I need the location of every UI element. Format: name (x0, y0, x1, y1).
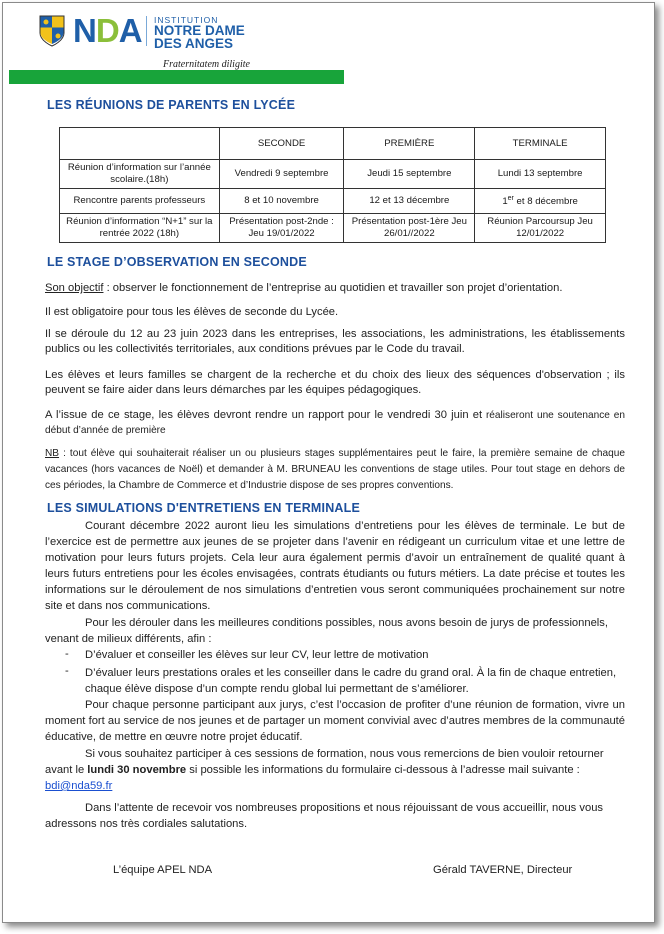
institution-name (154, 24, 274, 50)
stage-paragraph: Il est obligatoire pour tous les élèves de seconde du Lycée. (45, 306, 339, 318)
report-text: A l’issue de ce stage, les élèves devront rendre un rapport pour le vendredi 30 juin et (45, 409, 483, 421)
contact-text: si possible les informations du formulaire ci-dessous à l’adresse mail suivante : (186, 764, 580, 776)
row-label: Réunion d’information sur l’année scolaire.(18h) (60, 160, 220, 189)
logo-letter-n: N (73, 12, 96, 49)
nb-label: NB (45, 448, 60, 459)
cell-seconde: Présentation post-2nde : Jeu 19/01/2022 (219, 214, 344, 243)
cell-terminale-num: 1 (502, 196, 508, 208)
header-green-bar (9, 70, 344, 84)
table-header-premiere: PREMIÈRE (344, 128, 475, 160)
institution-name-line2: DES ANGES (154, 36, 234, 51)
simulations-contact (45, 746, 625, 794)
cell-seconde: Vendredi 9 septembre (219, 160, 344, 189)
stage-objective (45, 281, 625, 296)
bullet-dash: - (65, 648, 69, 660)
cell-premiere: Jeudi 15 septembre (344, 160, 475, 189)
table-row (60, 189, 606, 214)
motto: Fraternitatem diligite (163, 59, 250, 70)
simulations-paragraph: Pour chaque personne participant aux jurys, c’est l’occasion de profiter d’une réunion de formation, vivre un moment fort au service de nos jeunes et de partager un moment convivial avec d’autres membres de la communauté éducative, de mettre en œuvre notre projet éducatif. (45, 699, 625, 743)
deadline: lundi 30 novembre (87, 764, 187, 776)
bullet-item: D’évaluer et conseiller les élèves sur leur CV, leur lettre de motivation (85, 649, 429, 661)
logo-letter-d: D (95, 12, 119, 49)
institution-name-line1: NOTRE DAME (154, 23, 245, 38)
cell-seconde: 8 et 10 novembre (219, 189, 344, 214)
document-page (2, 2, 655, 923)
email-link[interactable]: bdi@nda59.fr (45, 780, 113, 792)
bullet-item: D’évaluer leurs prestations orales et les conseiller dans le cadre du grand oral. À la fin de chaque entretien, chaque élève dispose d’un compte rendu global lui permettant de s’améliorer. (85, 667, 617, 695)
table-row (60, 214, 606, 243)
contact-text: Si vous souhaitez participer à ces sessions de formation, nous vous remercions de bien vouloir retourner avant le (45, 748, 604, 776)
table-header-seconde: SECONDE (219, 128, 344, 160)
cell-premiere: Présentation post-1ère Jeu 26/01//2022 (344, 214, 475, 243)
row-label: Rencontre parents professeurs (60, 189, 220, 214)
reunions-table (59, 127, 606, 243)
stage-title: LE STAGE D’OBSERVATION EN SECONDE (47, 255, 307, 269)
signature-left: L’équipe APEL NDA (113, 864, 213, 876)
simulations-title: LES SIMULATIONS D'ENTRETIENS EN TERMINALE (47, 501, 361, 515)
table-header-terminale: TERMINALE (475, 128, 606, 160)
cell-premiere: 12 et 13 décembre (344, 189, 475, 214)
stage-nb (45, 446, 625, 494)
simulations-paragraph: Courant décembre 2022 auront lieu les simulations d’entretiens pour les élèves de terminale. Le but de l’exercice est de permettre aux jeunes de se projeter dans l’avenir en rédigeant un curriculum vitae et une lettre de motivation pour leurs futurs projets. Cela leur aura également permis d’avoir un entraînement de qualité quant à leurs futurs entretiens pour les écoles envisagées, contrats étudiants ou futurs métiers. La date précise et toutes les informations sur le déroulement de nos simulations d’entretien vous seront communiquées prochainement sur notre site et dans nos communications. (45, 520, 625, 612)
stage-paragraph: Les élèves et leurs familles se chargent de la recherche et du choix des lieux des séquences d'observation ; ils peuvent se faire aider dans leurs démarches par les équipes pédagogiques. (45, 369, 625, 396)
reunions-title: LES RÉUNIONS DE PARENTS EN LYCÉE (47, 98, 296, 112)
report-text-small: réaliseront une soutenance en début d’année de première (45, 410, 625, 436)
cell-terminale: Lundi 13 septembre (475, 160, 606, 189)
coat-of-arms-icon (39, 15, 65, 47)
nda-logo (73, 13, 142, 49)
bullet-dash: - (65, 665, 69, 677)
row-label: Réunion d’information “N+1” sur la rentrée 2022 (18h) (60, 214, 220, 243)
institution-label: INSTITUTION (154, 15, 219, 25)
cell-terminale: Réunion Parcoursup Jeu 12/01/2022 (475, 214, 606, 243)
cell-terminale-sup: er (507, 195, 514, 203)
table-row (60, 160, 606, 189)
table-header-empty (60, 128, 220, 160)
simulations-paragraph: Pour les dérouler dans les meilleures conditions possibles, nous avons besoin de jurys de professionnels, venant de milieux différents, afin : (45, 617, 608, 645)
objective-text: : observer le fonctionnement de l’entreprise au quotidien et travailler son projet d’orientation. (103, 282, 563, 294)
signature-right: Gérald TAVERNE, Directeur (433, 864, 573, 876)
table-header-row (60, 128, 606, 160)
logo-separator (146, 16, 147, 46)
closing-paragraph: Dans l’attente de recevoir vos nombreuses propositions et nous réjouissant de vous accueillir, nous vous adressons nos très cordiales salutations. (45, 802, 604, 830)
stage-report (45, 408, 625, 438)
cell-terminale-rest: et 8 décembre (513, 196, 578, 208)
stage-paragraph: Il se déroule du 12 au 23 juin 2023 dans les entreprises, les associations, les administrations, les établissements publics ou les collectivités territoriales, aux conditions prévues par le Code du travail. (45, 328, 625, 355)
cell-terminale (475, 189, 606, 214)
nb-text: : tout élève qui souhaiterait réaliser un ou plusieurs stages supplémentaires peut le faire, la première semaine de chaque vacances (hors vacances de Noël) et demander à M. BRUNEAU les conventions de stage utiles. Pour tout stage en dehors de ces périodes, la Chambre de Commerce et d’Industrie dispose de ses propres conventions. (45, 448, 625, 491)
logo-letter-a: A (118, 12, 142, 49)
objective-label: Son objectif (45, 282, 104, 294)
